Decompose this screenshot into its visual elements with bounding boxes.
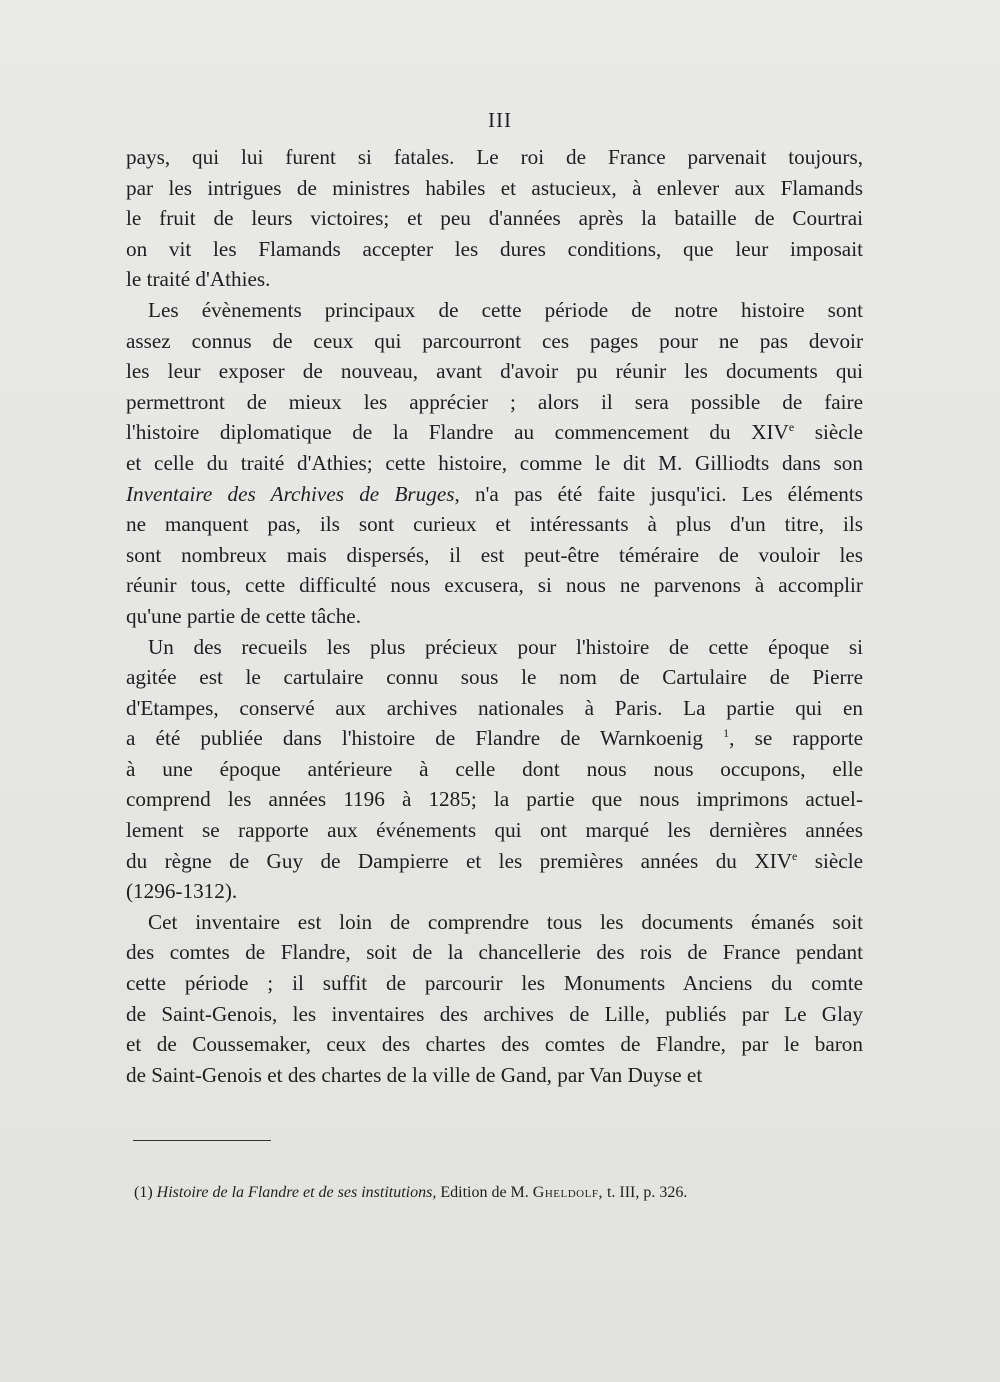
text-line: réunir tous, cette difficulté nous excusera, si nous ne parvenons à accomplir xyxy=(126,573,863,598)
text-line: permettront de mieux les apprécier ; alors il sera possible de faire xyxy=(126,389,863,414)
text-line: des comtes de Flandre, soit de la chancellerie des rois de France pendant xyxy=(126,940,863,965)
text-line: lement se rapporte aux événements qui ont marqué les dernières années xyxy=(126,818,863,843)
text-line: Inventaire des Archives de Bruges, n'a pas été faite jusqu'ici. Les éléments xyxy=(126,481,863,506)
footnote-author: Gheldolf, xyxy=(532,1184,603,1201)
text-line: le traité d'Athies. xyxy=(126,267,271,292)
text-line: de Saint-Genois et des chartes de la ville de Gand, par Van Duyse et xyxy=(126,1062,703,1087)
text-line: Un des recueils les plus précieux pour l'histoire de cette époque si xyxy=(148,634,863,659)
footnote-edition: Edition de M. xyxy=(440,1184,529,1201)
body-text xyxy=(126,142,863,1090)
text-line: pays, qui lui furent si fatales. Le roi de France parvenait toujours, xyxy=(126,145,863,169)
text-line: à une époque antérieure à celle dont nous nous occupons, elle xyxy=(126,756,863,781)
text-line: d'Etampes, conservé aux archives nationales à Paris. La partie qui en xyxy=(126,695,863,720)
text-line: l'histoire diplomatique de la Flandre au commencement du XIVe siècle xyxy=(126,420,864,445)
footnote-ref: t. III, p. 326. xyxy=(606,1184,688,1201)
paragraph xyxy=(126,142,863,295)
footnote-marker: (1) xyxy=(134,1184,153,1201)
text-line: Cet inventaire est loin de comprendre tous les documents émanés soit xyxy=(148,909,863,934)
text-line: (1296-1312). xyxy=(126,879,238,904)
text-line: comprend les années 1196 à 1285; la partie que nous imprimons actuel- xyxy=(126,787,863,812)
text-line: et de Coussemaker, ceux des chartes des comtes de Flandre, par le baron xyxy=(126,1032,863,1057)
text-line: sont nombreux mais dispersés, il est peut-être téméraire de vouloir les xyxy=(126,542,863,567)
footnote-title: Histoire de la Flandre et de ses institutions, xyxy=(156,1184,437,1201)
page-number: III xyxy=(488,108,512,132)
text-line: du règne de Guy de Dampierre et les premières années du XIVe siècle xyxy=(126,848,863,873)
paragraph xyxy=(126,295,863,632)
paragraph xyxy=(126,907,863,1091)
text-line: le fruit de leurs victoires; et peu d'années après la bataille de Courtrai xyxy=(126,206,863,231)
text-line: qu'une partie de cette tâche. xyxy=(126,603,361,628)
text-line: on vit les Flamands accepter les dures conditions, que leur imposait xyxy=(126,236,863,261)
text-line: les leur exposer de nouveau, avant d'avoir pu réunir les documents qui xyxy=(126,359,863,384)
text-line: agitée est le cartulaire connu sous le nom de Cartulaire de Pierre xyxy=(126,665,863,690)
footnote-separator xyxy=(133,1140,271,1141)
text-line: a été publiée dans l'histoire de Flandre de Warnkoenig $^1$, se rapporte xyxy=(126,726,863,751)
text-line: assez connus de ceux qui parcourront ces pages pour ne pas devoir xyxy=(126,328,863,353)
footnote xyxy=(134,1184,854,1202)
text-line: ne manquent pas, ils sont curieux et intéressants à plus d'un titre, ils xyxy=(126,512,863,537)
paragraph xyxy=(126,632,863,907)
text-line: et celle du traité d'Athies; cette histoire, comme le dit M. Gilliodts dans son xyxy=(126,450,863,475)
text-line: Les évènements principaux de cette période de notre histoire sont xyxy=(148,297,863,322)
text-line: cette période ; il suffit de parcourir les Monuments Anciens du comte xyxy=(126,971,863,996)
text-line: de Saint-Genois, les inventaires des archives de Lille, publiés par Le Glay xyxy=(126,1001,863,1026)
text-line: par les intrigues de ministres habiles et astucieux, à enlever aux Flamands xyxy=(126,175,863,200)
